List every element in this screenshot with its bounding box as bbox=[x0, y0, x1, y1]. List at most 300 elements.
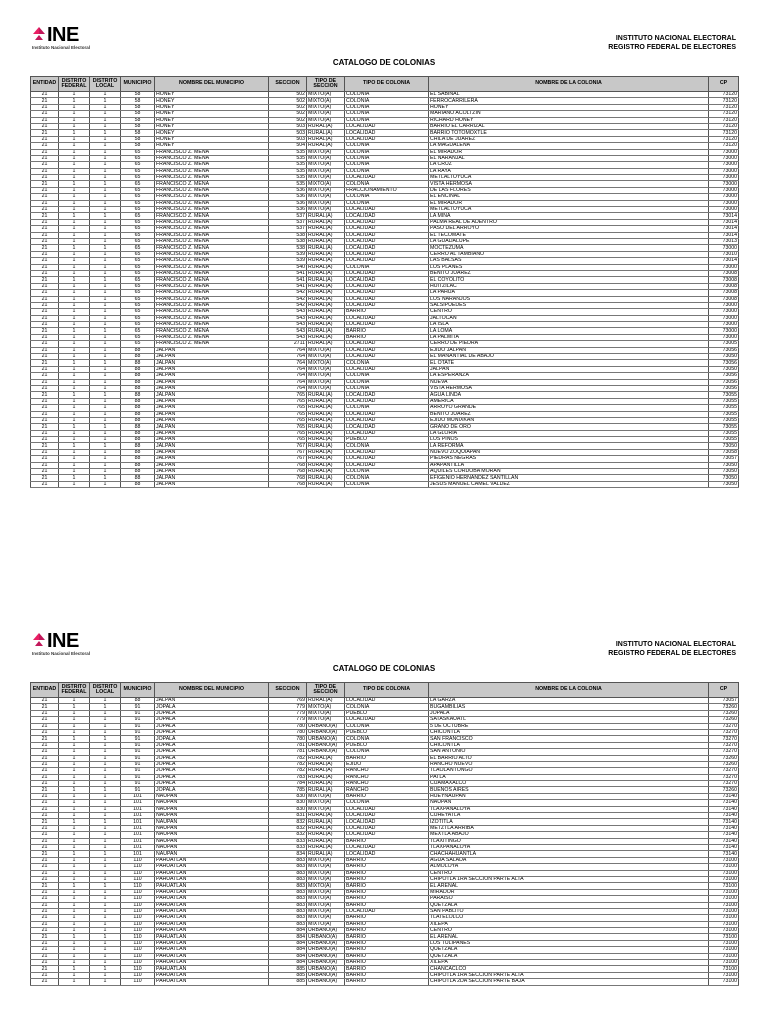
cell-nombre-municipio: JOPALA bbox=[155, 755, 269, 761]
cell-nombre-colonia: LA MAGDALENA bbox=[429, 143, 709, 149]
cell-tipo-colonia: COLONIA bbox=[345, 111, 429, 117]
cell-distrito-local: 1 bbox=[90, 117, 121, 123]
cell-nombre-municipio: HONEY bbox=[155, 123, 269, 129]
cell-entidad: 21 bbox=[31, 373, 59, 379]
cell-entidad: 21 bbox=[31, 424, 59, 430]
cell-distrito-local: 1 bbox=[90, 710, 121, 716]
cell-entidad: 21 bbox=[31, 277, 59, 283]
cell-tipo-colonia: BARRIO bbox=[345, 979, 429, 985]
cell-entidad: 21 bbox=[31, 972, 59, 978]
cell-nombre-colonia: RANCHO NUEVO bbox=[429, 761, 709, 767]
cell-distrito-federal: 1 bbox=[59, 781, 90, 787]
cell-distrito-local: 1 bbox=[90, 940, 121, 946]
cell-entidad: 21 bbox=[31, 162, 59, 168]
cell-distrito-local: 1 bbox=[90, 889, 121, 895]
cell-nombre-municipio: JALPAN bbox=[155, 437, 269, 443]
cell-cp: 73260 bbox=[709, 755, 739, 761]
cell-municipio: 88 bbox=[121, 354, 155, 360]
cell-entidad: 21 bbox=[31, 130, 59, 136]
cell-entidad: 21 bbox=[31, 832, 59, 838]
cell-cp: 73000 bbox=[709, 264, 739, 270]
cell-distrito-local: 1 bbox=[90, 322, 121, 328]
cell-tipo-colonia: BARRIO bbox=[345, 309, 429, 315]
cell-entidad: 21 bbox=[31, 181, 59, 187]
cell-tipo-colonia: BARRIO bbox=[345, 928, 429, 934]
cell-seccion: 764 bbox=[269, 379, 307, 385]
cell-tipo-seccion: RURAL(A) bbox=[307, 781, 345, 787]
cell-cp: 73100 bbox=[709, 896, 739, 902]
cell-municipio: 101 bbox=[121, 819, 155, 825]
cell-nombre-colonia: LA ESPERANZA bbox=[429, 373, 709, 379]
cell-distrito-federal: 1 bbox=[59, 187, 90, 193]
cell-cp: 73140 bbox=[709, 825, 739, 831]
cell-tipo-colonia: LOCALIDAD bbox=[345, 717, 429, 723]
cell-seccion: 541 bbox=[269, 283, 307, 289]
cell-tipo-colonia: LOCALIDAD bbox=[345, 322, 429, 328]
cell-entidad: 21 bbox=[31, 838, 59, 844]
cell-tipo-seccion: MIXTO(A) bbox=[307, 373, 345, 379]
cell-tipo-colonia: BARRIO bbox=[345, 953, 429, 959]
cell-seccion: 883 bbox=[269, 857, 307, 863]
cell-nombre-colonia: CHACHAHUANTLA bbox=[429, 851, 709, 857]
cell-distrito-federal: 1 bbox=[59, 908, 90, 914]
cell-entidad: 21 bbox=[31, 456, 59, 462]
cell-cp: 73000 bbox=[709, 207, 739, 213]
cell-entidad: 21 bbox=[31, 960, 59, 966]
cell-entidad: 21 bbox=[31, 347, 59, 353]
cell-nombre-municipio: NAUPAN bbox=[155, 806, 269, 812]
cell-tipo-seccion: RURAL(A) bbox=[307, 296, 345, 302]
cell-nombre-municipio: JOPALA bbox=[155, 761, 269, 767]
cell-nombre-municipio: PAHUATLAN bbox=[155, 960, 269, 966]
cell-entidad: 21 bbox=[31, 379, 59, 385]
cell-cp: 73270 bbox=[709, 781, 739, 787]
cell-tipo-colonia: LOCALIDAD bbox=[345, 207, 429, 213]
cell-nombre-colonia: GRANO DE ORO bbox=[429, 424, 709, 430]
cell-tipo-colonia: PUEBLO bbox=[345, 710, 429, 716]
cell-municipio: 88 bbox=[121, 449, 155, 455]
cell-tipo-seccion: URBANO(A) bbox=[307, 947, 345, 953]
cell-nombre-colonia: CENTRO bbox=[429, 309, 709, 315]
cell-tipo-seccion: URBANO(A) bbox=[307, 940, 345, 946]
cell-entidad: 21 bbox=[31, 749, 59, 755]
cell-distrito-local: 1 bbox=[90, 162, 121, 168]
cell-cp: 73055 bbox=[709, 437, 739, 443]
cell-municipio: 88 bbox=[121, 385, 155, 391]
cell-nombre-colonia: JOPALA bbox=[429, 710, 709, 716]
cell-nombre-colonia: EL ARENAL bbox=[429, 883, 709, 889]
cell-seccion: 502 bbox=[269, 111, 307, 117]
cell-distrito-local: 1 bbox=[90, 755, 121, 761]
cell-nombre-colonia: PATLA bbox=[429, 774, 709, 780]
cell-tipo-colonia: COLONIA bbox=[345, 385, 429, 391]
cell-municipio: 101 bbox=[121, 832, 155, 838]
cell-tipo-colonia: LOCALIDAD bbox=[345, 398, 429, 404]
column-header-tipo-seccion: TIPO DE SECCION bbox=[307, 683, 345, 698]
cell-seccion: 884 bbox=[269, 940, 307, 946]
cell-nombre-municipio: JALPAN bbox=[155, 373, 269, 379]
cell-entidad: 21 bbox=[31, 704, 59, 710]
cell-nombre-municipio: JOPALA bbox=[155, 774, 269, 780]
cell-seccion: 884 bbox=[269, 947, 307, 953]
cell-distrito-federal: 1 bbox=[59, 373, 90, 379]
cell-tipo-colonia: BARRIO bbox=[345, 972, 429, 978]
cell-seccion: 2711 bbox=[269, 341, 307, 347]
cell-municipio: 65 bbox=[121, 200, 155, 206]
cell-nombre-municipio: HONEY bbox=[155, 98, 269, 104]
cell-distrito-local: 1 bbox=[90, 302, 121, 308]
cell-nombre-colonia: VISTA HERMOSA bbox=[429, 385, 709, 391]
cell-nombre-colonia: PALMA REAL DE ADENTRO bbox=[429, 219, 709, 225]
cell-municipio: 91 bbox=[121, 704, 155, 710]
cell-nombre-colonia: HONEY bbox=[429, 104, 709, 110]
cell-distrito-local: 1 bbox=[90, 857, 121, 863]
cell-tipo-seccion: RURAL(A) bbox=[307, 787, 345, 793]
cell-entidad: 21 bbox=[31, 175, 59, 181]
cell-tipo-seccion: MIXTO(A) bbox=[307, 800, 345, 806]
cell-distrito-local: 1 bbox=[90, 787, 121, 793]
cell-cp: 73000 bbox=[709, 155, 739, 161]
cell-municipio: 58 bbox=[121, 111, 155, 117]
cell-distrito-local: 1 bbox=[90, 264, 121, 270]
cell-municipio: 88 bbox=[121, 462, 155, 468]
cell-tipo-colonia: LOCALIDAD bbox=[345, 449, 429, 455]
cell-tipo-colonia: LOCALIDAD bbox=[345, 123, 429, 129]
cell-municipio: 58 bbox=[121, 123, 155, 129]
cell-cp: 73120 bbox=[709, 98, 739, 104]
cell-cp: 73100 bbox=[709, 947, 739, 953]
cell-cp: 73270 bbox=[709, 768, 739, 774]
cell-municipio: 88 bbox=[121, 392, 155, 398]
cell-municipio: 101 bbox=[121, 800, 155, 806]
cell-tipo-colonia: BARRIO bbox=[345, 947, 429, 953]
cell-cp: 73055 bbox=[709, 405, 739, 411]
cell-cp: 73005 bbox=[709, 341, 739, 347]
cell-municipio: 58 bbox=[121, 92, 155, 98]
cell-tipo-seccion: URBANO(A) bbox=[307, 972, 345, 978]
cell-nombre-municipio: FRANCISCO Z. MENA bbox=[155, 264, 269, 270]
cell-nombre-colonia: EL MANANTIAL DE ABAJO bbox=[429, 354, 709, 360]
cell-tipo-seccion: MIXTO(A) bbox=[307, 876, 345, 882]
cell-nombre-colonia: CHICONTLA bbox=[429, 729, 709, 735]
cell-distrito-federal: 1 bbox=[59, 264, 90, 270]
column-header-municipio: MUNICIPIO bbox=[121, 683, 155, 698]
cell-distrito-federal: 1 bbox=[59, 366, 90, 372]
cell-tipo-seccion: MIXTO(A) bbox=[307, 857, 345, 863]
cell-nombre-municipio: HONEY bbox=[155, 130, 269, 136]
cell-nombre-colonia: QUETZALA bbox=[429, 947, 709, 953]
column-header-tipo-colonia: TIPO DE COLONIA bbox=[345, 683, 429, 698]
cell-distrito-local: 1 bbox=[90, 449, 121, 455]
cell-nombre-municipio: PAHUATLAN bbox=[155, 947, 269, 953]
cell-entidad: 21 bbox=[31, 851, 59, 857]
cell-distrito-local: 1 bbox=[90, 793, 121, 799]
cell-municipio: 110 bbox=[121, 972, 155, 978]
cell-seccion: 536 bbox=[269, 200, 307, 206]
cell-seccion: 832 bbox=[269, 825, 307, 831]
cell-distrito-local: 1 bbox=[90, 194, 121, 200]
cell-municipio: 88 bbox=[121, 360, 155, 366]
cell-cp: 73270 bbox=[709, 774, 739, 780]
cell-municipio: 65 bbox=[121, 226, 155, 232]
cell-tipo-seccion: RURAL(A) bbox=[307, 475, 345, 481]
document-title: CATALOGO DE COLONIAS bbox=[332, 664, 436, 673]
cell-nombre-colonia: LA PALMITA bbox=[429, 334, 709, 340]
cell-nombre-colonia: EL COYOLITO bbox=[429, 277, 709, 283]
cell-distrito-federal: 1 bbox=[59, 398, 90, 404]
cell-tipo-colonia: COLONIA bbox=[345, 475, 429, 481]
cell-distrito-federal: 1 bbox=[59, 430, 90, 436]
cell-distrito-federal: 1 bbox=[59, 251, 90, 257]
cell-distrito-federal: 1 bbox=[59, 979, 90, 985]
cell-distrito-local: 1 bbox=[90, 200, 121, 206]
cell-nombre-municipio: FRANCISCO Z. MENA bbox=[155, 226, 269, 232]
cell-tipo-seccion: URBANO(A) bbox=[307, 749, 345, 755]
cell-seccion: 883 bbox=[269, 889, 307, 895]
cell-seccion: 502 bbox=[269, 104, 307, 110]
cell-tipo-seccion: RURAL(A) bbox=[307, 761, 345, 767]
cell-seccion: 883 bbox=[269, 876, 307, 882]
cell-distrito-local: 1 bbox=[90, 226, 121, 232]
cell-municipio: 88 bbox=[121, 411, 155, 417]
cell-municipio: 65 bbox=[121, 238, 155, 244]
table-row bbox=[31, 979, 739, 985]
cell-entidad: 21 bbox=[31, 385, 59, 391]
cell-nombre-colonia: BUENOS AIRES bbox=[429, 787, 709, 793]
cell-nombre-municipio: FRANCISCO Z. MENA bbox=[155, 258, 269, 264]
cell-seccion: 539 bbox=[269, 251, 307, 257]
cell-nombre-colonia: LA MINA bbox=[429, 213, 709, 219]
cell-tipo-colonia: LOCALIDAD bbox=[345, 851, 429, 857]
cell-distrito-local: 1 bbox=[90, 851, 121, 857]
cell-municipio: 58 bbox=[121, 130, 155, 136]
cell-tipo-seccion: MIXTO(A) bbox=[307, 360, 345, 366]
cell-nombre-municipio: JOPALA bbox=[155, 736, 269, 742]
cell-cp: 73056 bbox=[709, 360, 739, 366]
cell-distrito-federal: 1 bbox=[59, 896, 90, 902]
cell-entidad: 21 bbox=[31, 864, 59, 870]
cell-nombre-municipio: HONEY bbox=[155, 92, 269, 98]
cell-municipio: 91 bbox=[121, 729, 155, 735]
cell-distrito-federal: 1 bbox=[59, 245, 90, 251]
cell-distrito-local: 1 bbox=[90, 806, 121, 812]
cell-seccion: 537 bbox=[269, 219, 307, 225]
cell-nombre-municipio: NAUPAN bbox=[155, 825, 269, 831]
cell-municipio: 65 bbox=[121, 194, 155, 200]
cell-municipio: 88 bbox=[121, 430, 155, 436]
cell-distrito-local: 1 bbox=[90, 443, 121, 449]
cell-municipio: 65 bbox=[121, 270, 155, 276]
cell-tipo-colonia: COLONIA bbox=[345, 155, 429, 161]
cell-tipo-seccion: RURAL(A) bbox=[307, 251, 345, 257]
cell-tipo-seccion: RURAL(A) bbox=[307, 136, 345, 142]
cell-tipo-colonia: COLONIA bbox=[345, 800, 429, 806]
cell-nombre-colonia: LA CRUZ bbox=[429, 162, 709, 168]
cell-municipio: 65 bbox=[121, 309, 155, 315]
cell-cp: 73100 bbox=[709, 915, 739, 921]
cell-entidad: 21 bbox=[31, 825, 59, 831]
cell-seccion: 543 bbox=[269, 322, 307, 328]
cell-entidad: 21 bbox=[31, 309, 59, 315]
cell-cp: 73055 bbox=[709, 424, 739, 430]
cell-municipio: 91 bbox=[121, 768, 155, 774]
cell-tipo-colonia: COLONIA bbox=[345, 143, 429, 149]
cell-distrito-local: 1 bbox=[90, 315, 121, 321]
cell-nombre-municipio: PAHUATLAN bbox=[155, 972, 269, 978]
cell-seccion: 538 bbox=[269, 238, 307, 244]
cell-cp: 73050 bbox=[709, 475, 739, 481]
cell-distrito-federal: 1 bbox=[59, 947, 90, 953]
cell-nombre-municipio: PAHUATLAN bbox=[155, 857, 269, 863]
cell-municipio: 65 bbox=[121, 322, 155, 328]
cell-nombre-colonia: EL MIRADOR bbox=[429, 149, 709, 155]
cell-nombre-colonia: METZTLA ARRIBA bbox=[429, 825, 709, 831]
cell-nombre-colonia: EL OTATE bbox=[429, 360, 709, 366]
cell-nombre-municipio: JOPALA bbox=[155, 723, 269, 729]
cell-distrito-federal: 1 bbox=[59, 742, 90, 748]
cell-distrito-federal: 1 bbox=[59, 825, 90, 831]
cell-tipo-seccion: RURAL(A) bbox=[307, 813, 345, 819]
cell-tipo-seccion: MIXTO(A) bbox=[307, 98, 345, 104]
cell-seccion: 783 bbox=[269, 774, 307, 780]
cell-tipo-colonia: LOCALIDAD bbox=[345, 296, 429, 302]
cell-entidad: 21 bbox=[31, 98, 59, 104]
cell-tipo-colonia: LOCALIDAD bbox=[345, 226, 429, 232]
cell-distrito-local: 1 bbox=[90, 761, 121, 767]
cell-tipo-seccion: RURAL(A) bbox=[307, 430, 345, 436]
cell-distrito-federal: 1 bbox=[59, 953, 90, 959]
cell-distrito-local: 1 bbox=[90, 430, 121, 436]
cell-nombre-municipio: HONEY bbox=[155, 111, 269, 117]
cell-cp: 73057 bbox=[709, 456, 739, 462]
cell-seccion: 833 bbox=[269, 844, 307, 850]
cell-tipo-colonia: COLONIA bbox=[345, 117, 429, 123]
cell-tipo-colonia: PUEBLO bbox=[345, 729, 429, 735]
cell-distrito-federal: 1 bbox=[59, 354, 90, 360]
cell-cp: 73050 bbox=[709, 481, 739, 487]
institute-line-1: INSTITUTO NACIONAL ELECTORAL bbox=[615, 641, 736, 648]
cell-distrito-local: 1 bbox=[90, 723, 121, 729]
cell-distrito-federal: 1 bbox=[59, 226, 90, 232]
cell-cp: 73055 bbox=[709, 430, 739, 436]
cell-distrito-federal: 1 bbox=[59, 921, 90, 927]
cell-cp: 73010 bbox=[709, 251, 739, 257]
cell-distrito-federal: 1 bbox=[59, 813, 90, 819]
cell-nombre-colonia: EL MIRADOR bbox=[429, 200, 709, 206]
cell-nombre-municipio: HONEY bbox=[155, 104, 269, 110]
cell-municipio: 65 bbox=[121, 155, 155, 161]
cell-distrito-federal: 1 bbox=[59, 104, 90, 110]
cell-municipio: 91 bbox=[121, 761, 155, 767]
cell-cp: 73050 bbox=[709, 366, 739, 372]
cell-cp: 73055 bbox=[709, 411, 739, 417]
cell-distrito-federal: 1 bbox=[59, 736, 90, 742]
cell-seccion: 768 bbox=[269, 469, 307, 475]
cell-entidad: 21 bbox=[31, 149, 59, 155]
cell-nombre-municipio: JALPAN bbox=[155, 398, 269, 404]
cell-distrito-federal: 1 bbox=[59, 940, 90, 946]
cell-seccion: 535 bbox=[269, 162, 307, 168]
cell-nombre-municipio: JALPAN bbox=[155, 462, 269, 468]
cell-nombre-colonia: SAN FRANCISCO bbox=[429, 736, 709, 742]
cell-municipio: 110 bbox=[121, 947, 155, 953]
cell-distrito-local: 1 bbox=[90, 251, 121, 257]
cell-cp: 73008 bbox=[709, 270, 739, 276]
cell-nombre-municipio: NAUPAN bbox=[155, 838, 269, 844]
cell-nombre-colonia: LOS PINOS bbox=[429, 437, 709, 443]
column-header-distrito-federal: DISTRITO FEDERAL bbox=[59, 683, 90, 698]
cell-tipo-colonia: COLONIA bbox=[345, 749, 429, 755]
cell-nombre-municipio: FRANCISCO Z. MENA bbox=[155, 149, 269, 155]
cell-distrito-federal: 1 bbox=[59, 136, 90, 142]
cell-distrito-federal: 1 bbox=[59, 729, 90, 735]
cell-tipo-colonia: BARRIO bbox=[345, 966, 429, 972]
cell-distrito-federal: 1 bbox=[59, 168, 90, 174]
cell-tipo-colonia: COLONIA bbox=[345, 149, 429, 155]
cell-seccion: 883 bbox=[269, 908, 307, 914]
cell-tipo-seccion: RURAL(A) bbox=[307, 130, 345, 136]
cell-nombre-municipio: JALPAN bbox=[155, 475, 269, 481]
cell-distrito-federal: 1 bbox=[59, 149, 90, 155]
cell-nombre-colonia: LAS BALSAS bbox=[429, 258, 709, 264]
cell-cp: 73000 bbox=[709, 302, 739, 308]
cell-cp: 73014 bbox=[709, 213, 739, 219]
cell-tipo-colonia: COLONIA bbox=[345, 104, 429, 110]
cell-distrito-local: 1 bbox=[90, 309, 121, 315]
cell-entidad: 21 bbox=[31, 194, 59, 200]
cell-cp: 73270 bbox=[709, 736, 739, 742]
cell-distrito-local: 1 bbox=[90, 347, 121, 353]
cell-tipo-seccion: RURAL(A) bbox=[307, 283, 345, 289]
cell-tipo-colonia: BARRIO bbox=[345, 838, 429, 844]
cell-tipo-colonia: COLONIA bbox=[345, 704, 429, 710]
cell-seccion: 885 bbox=[269, 972, 307, 978]
cell-seccion: 831 bbox=[269, 813, 307, 819]
cell-nombre-colonia: IZOTITLA bbox=[429, 819, 709, 825]
cell-nombre-municipio: FRANCISCO Z. MENA bbox=[155, 168, 269, 174]
cell-distrito-local: 1 bbox=[90, 462, 121, 468]
cell-tipo-seccion: MIXTO(A) bbox=[307, 207, 345, 213]
cell-nombre-colonia: SAN ANTONIO bbox=[429, 749, 709, 755]
cell-nombre-municipio: FRANCISCO Z. MENA bbox=[155, 187, 269, 193]
column-header-entidad: ENTIDAD bbox=[31, 77, 59, 92]
cell-distrito-local: 1 bbox=[90, 966, 121, 972]
cell-cp: 73140 bbox=[709, 819, 739, 825]
cell-municipio: 110 bbox=[121, 960, 155, 966]
cell-entidad: 21 bbox=[31, 787, 59, 793]
cell-nombre-colonia: LOS TULIPANES bbox=[429, 940, 709, 946]
cell-tipo-colonia: BARRIO bbox=[345, 940, 429, 946]
cell-distrito-local: 1 bbox=[90, 232, 121, 238]
table-row bbox=[31, 481, 739, 487]
cell-tipo-seccion: RURAL(A) bbox=[307, 143, 345, 149]
cell-nombre-municipio: JALPAN bbox=[155, 469, 269, 475]
cell-tipo-seccion: URBANO(A) bbox=[307, 934, 345, 940]
cell-seccion: 785 bbox=[269, 787, 307, 793]
cell-distrito-federal: 1 bbox=[59, 270, 90, 276]
cell-distrito-federal: 1 bbox=[59, 111, 90, 117]
cell-municipio: 101 bbox=[121, 813, 155, 819]
cell-tipo-colonia: LOCALIDAD bbox=[345, 315, 429, 321]
cell-municipio: 88 bbox=[121, 424, 155, 430]
cell-distrito-federal: 1 bbox=[59, 143, 90, 149]
institute-line-2: REGISTRO FEDERAL DE ELECTORES bbox=[608, 650, 736, 657]
cell-cp: 73100 bbox=[709, 928, 739, 934]
cell-seccion: 832 bbox=[269, 819, 307, 825]
cell-nombre-colonia: CHIPOTLA 1RA SECCION PARTE ALTA bbox=[429, 972, 709, 978]
cell-nombre-municipio: JOPALA bbox=[155, 749, 269, 755]
cell-entidad: 21 bbox=[31, 481, 59, 487]
